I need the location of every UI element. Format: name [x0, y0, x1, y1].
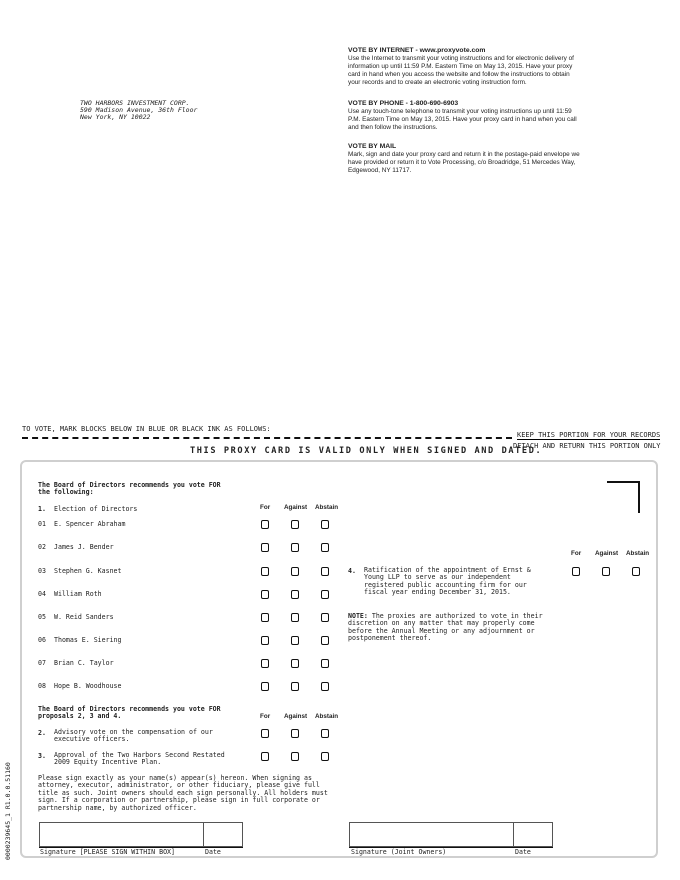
- checkbox-against[interactable]: [291, 682, 299, 691]
- checkbox-for[interactable]: [261, 752, 269, 761]
- checkbox-against[interactable]: [291, 567, 299, 576]
- director-number: 05: [38, 613, 46, 621]
- checkbox-abstain[interactable]: [321, 543, 329, 552]
- board-recommendation-2: [38, 706, 238, 721]
- recommendation-text: The Board of Directors recommends you vote FOR: [38, 481, 221, 489]
- checkbox-for[interactable]: [572, 567, 580, 576]
- detach-portion-label: DETACH AND RETURN THIS PORTION ONLY: [513, 442, 661, 450]
- checkbox-abstain[interactable]: [321, 752, 329, 761]
- vote-phone-text: Use any touch-tone telephone to transmit your voting instructions up until 11:59: [348, 107, 572, 115]
- director-name: William Roth: [54, 590, 102, 598]
- document-code: 0000239645_1 R1.0.0.51160: [4, 762, 12, 860]
- checkbox-against[interactable]: [291, 543, 299, 552]
- checkbox-abstain[interactable]: [321, 567, 329, 576]
- checkbox-for[interactable]: [261, 613, 269, 622]
- director-name: Stephen G. Kasnet: [54, 567, 122, 575]
- checkbox-against[interactable]: [291, 613, 299, 622]
- proposal-number: 2.: [38, 729, 46, 737]
- checkbox-for[interactable]: [261, 520, 269, 529]
- checkbox-abstain[interactable]: [321, 590, 329, 599]
- column-header-for: For: [260, 504, 271, 511]
- director-name: James J. Bender: [54, 543, 114, 551]
- note-text: The proxies are authorized to vote in their: [371, 612, 543, 620]
- checkbox-against[interactable]: [291, 729, 299, 738]
- checkbox-against[interactable]: [291, 590, 299, 599]
- column-header-against: Against: [284, 504, 308, 511]
- vote-phone-heading: VOTE BY PHONE - 1-800-690-6903: [348, 100, 459, 107]
- company-address-line2: New York, NY 10022: [80, 113, 151, 121]
- vote-mail-text: have provided or return it to Vote Processing, c/o Broadridge, 51 Mercedes Way,: [348, 158, 576, 166]
- joint-date-label: Date: [515, 848, 531, 856]
- checkbox-against[interactable]: [291, 636, 299, 645]
- checkbox-for[interactable]: [261, 567, 269, 576]
- column-header-for: For: [571, 550, 582, 557]
- keep-portion-label: KEEP THIS PORTION FOR YOUR RECORDS: [517, 431, 661, 439]
- checkbox-for[interactable]: [261, 543, 269, 552]
- signing-text: Please sign exactly as your name(s) appear(s) hereon. When signing as: [38, 774, 312, 782]
- board-recommendation-1: [38, 482, 238, 497]
- signing-text: partnership name, by authorized officer.: [38, 803, 197, 812]
- vote-by-phone: [348, 100, 618, 132]
- signature-box[interactable]: [39, 822, 204, 847]
- note: [348, 613, 543, 643]
- column-header-abstain: Abstain: [315, 504, 339, 511]
- proposal-text: Advisory vote on the compensation of our: [54, 728, 213, 736]
- proposal-4-text: [364, 567, 531, 597]
- proposal-text: registered public accounting firm for our: [364, 580, 527, 589]
- checkbox-against[interactable]: [602, 567, 610, 576]
- column-header-abstain: Abstain: [315, 713, 339, 720]
- proposal-text: Ratification of the appointment of Ernst &: [364, 566, 531, 574]
- date-box[interactable]: [203, 822, 243, 847]
- checkbox-against[interactable]: [291, 520, 299, 529]
- vote-internet-text: Use the Internet to transmit your voting instructions and for electronic delivery of: [348, 54, 574, 62]
- checkbox-for[interactable]: [261, 729, 269, 738]
- proposal-number: 4.: [348, 567, 356, 575]
- company-address-line1: 590 Madison Avenue, 36th Floor: [80, 106, 198, 114]
- note-text: before the Annual Meeting or any adjournment or: [348, 626, 535, 635]
- signature-label: Signature [PLEASE SIGN WITHIN BOX]: [40, 848, 175, 856]
- director-number: 06: [38, 636, 46, 644]
- director-name: Brian C. Taylor: [54, 659, 114, 667]
- company-name: TWO HARBORS INVESTMENT CORP.: [80, 99, 190, 107]
- checkbox-for[interactable]: [261, 682, 269, 691]
- signing-text: sign. If a corporation or partnership, please sign in full corporate or: [38, 796, 320, 805]
- note-label: NOTE:: [348, 612, 368, 620]
- company-address: [80, 100, 197, 121]
- checkbox-abstain[interactable]: [321, 682, 329, 691]
- note-text: postponement thereof.: [348, 634, 432, 643]
- item-number: 1.: [38, 505, 46, 513]
- date-label: Date: [205, 848, 221, 856]
- column-header-abstain: Abstain: [626, 550, 650, 557]
- director-number: 02: [38, 543, 46, 551]
- proposal-text: Young LLP to serve as our independent: [364, 573, 511, 582]
- detach-dashed-line: [22, 437, 512, 439]
- director-name: Thomas E. Siering: [54, 636, 122, 644]
- signing-text: attorney, executor, administrator, or other fiduciary, please give full: [38, 781, 320, 790]
- director-name: W. Reid Sanders: [54, 613, 114, 621]
- column-header-against: Against: [284, 713, 308, 720]
- signing-text: title as such. Joint owners should each sign personally. All holders must: [38, 788, 328, 797]
- vote-internet-text: your records and to create an electronic voting instruction form.: [348, 78, 527, 86]
- joint-signature-label: Signature (Joint Owners): [351, 848, 447, 856]
- note-text: discretion on any matter that may properly come: [348, 619, 535, 628]
- joint-date-box[interactable]: [513, 822, 553, 847]
- checkbox-abstain[interactable]: [321, 613, 329, 622]
- vote-by-internet: [348, 47, 618, 87]
- vote-internet-heading: VOTE BY INTERNET - www.proxyvote.com: [348, 47, 486, 54]
- director-number: 08: [38, 682, 46, 690]
- corner-mark: [607, 481, 640, 513]
- proposal-text: Approval of the Two Harbors Second Restated: [54, 751, 225, 759]
- director-name: Hope B. Woodhouse: [54, 682, 122, 690]
- checkbox-against[interactable]: [291, 659, 299, 668]
- ink-instruction: TO VOTE, MARK BLOCKS BELOW IN BLUE OR BLACK INK AS FOLLOWS:: [22, 425, 271, 433]
- column-header-against: Against: [595, 550, 619, 557]
- proposal-3-text: [54, 752, 225, 767]
- vote-internet-text: information up until 11:59 P.M. Eastern Time on May 13, 2015. Have your proxy: [348, 62, 573, 70]
- valid-notice: THIS PROXY CARD IS VALID ONLY WHEN SIGNED AND DATED.: [190, 446, 543, 456]
- vote-by-mail: [348, 143, 618, 175]
- vote-phone-text: and then follow the instructions.: [348, 123, 438, 131]
- election-of-directors-label: Election of Directors: [54, 505, 138, 513]
- vote-mail-text: Edgewood, NY 11717.: [348, 166, 412, 174]
- recommendation-text: the following:: [38, 488, 94, 497]
- director-number: 01: [38, 520, 46, 528]
- joint-signature-box[interactable]: [349, 822, 514, 847]
- checkbox-abstain[interactable]: [632, 567, 640, 576]
- proposal-text: executive officers.: [54, 735, 130, 744]
- vote-mail-text: Mark, sign and date your proxy card and return it in the postage-paid envelope we: [348, 150, 580, 158]
- proposal-text: 2009 Equity Incentive Plan.: [54, 758, 162, 767]
- director-name: E. Spencer Abraham: [54, 520, 126, 528]
- director-number: 03: [38, 567, 46, 575]
- director-number: 07: [38, 659, 46, 667]
- checkbox-abstain[interactable]: [321, 659, 329, 668]
- checkbox-for[interactable]: [261, 636, 269, 645]
- signing-instructions: [38, 775, 328, 812]
- checkbox-abstain[interactable]: [321, 520, 329, 529]
- checkbox-against[interactable]: [291, 752, 299, 761]
- vote-internet-text: card in hand when you access the website and follow the instructions to obtain: [348, 70, 570, 78]
- checkbox-abstain[interactable]: [321, 729, 329, 738]
- checkbox-abstain[interactable]: [321, 636, 329, 645]
- proposal-text: fiscal year ending December 31, 2015.: [364, 588, 511, 597]
- recommendation-text: proposals 2, 3 and 4.: [38, 712, 122, 721]
- vote-phone-text: P.M. Eastern Time on May 13, 2015. Have your proxy card in hand when you call: [348, 115, 577, 123]
- proposal-2-text: [54, 729, 213, 744]
- checkbox-for[interactable]: [261, 659, 269, 668]
- vote-mail-heading: VOTE BY MAIL: [348, 143, 397, 150]
- director-number: 04: [38, 590, 46, 598]
- checkbox-for[interactable]: [261, 590, 269, 599]
- recommendation-text: The Board of Directors recommends you vote FOR: [38, 705, 221, 713]
- column-header-for: For: [260, 713, 271, 720]
- proposal-number: 3.: [38, 752, 46, 760]
